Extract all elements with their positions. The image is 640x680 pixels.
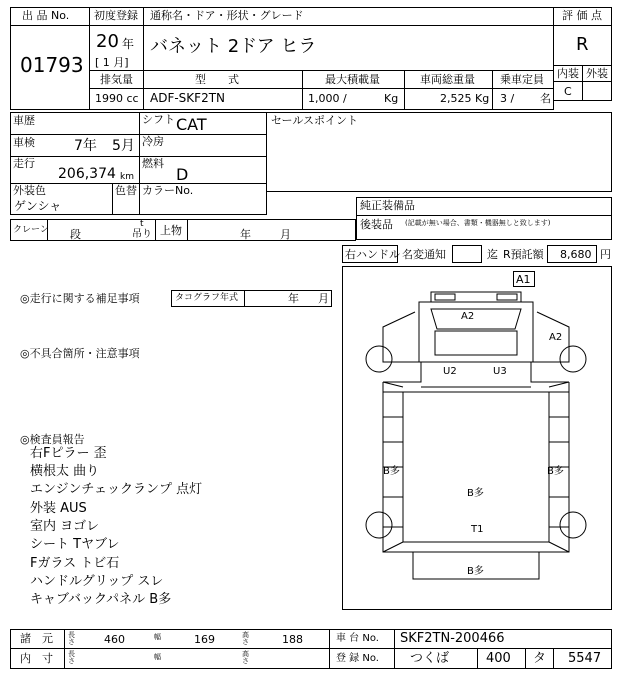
- rhd-label: 右ハンドル: [345, 248, 400, 261]
- inspector-line: キャブバックパネル B多: [30, 592, 172, 607]
- exterior-label: 外装: [586, 67, 608, 80]
- damage-mark: B多: [467, 488, 484, 499]
- crane-unit: 段: [70, 228, 81, 241]
- displacement-label: 排気量: [100, 73, 133, 86]
- height-value: 188: [282, 633, 303, 646]
- ac-label: 冷房: [142, 135, 164, 148]
- color-value: ゲンシャ: [14, 199, 62, 213]
- yen-label: 円: [600, 248, 611, 261]
- inspector-line: 外装 AUS: [30, 501, 87, 516]
- first-reg-month: [ 1 月]: [95, 56, 129, 69]
- inspector-line: 右Fピラー 歪: [30, 446, 107, 461]
- grade-label: 評 価 点: [562, 9, 602, 22]
- plate-area: つくば: [410, 651, 450, 666]
- length-value: 460: [104, 633, 125, 646]
- damage-mark: A2: [461, 311, 475, 322]
- shift-value: CAT: [176, 115, 207, 134]
- height-label: 高さ: [242, 631, 249, 646]
- name-change-box: [452, 245, 482, 263]
- color-no-label: カラーNo.: [142, 184, 194, 197]
- defect-label: ◎不具合箇所・注意事項: [20, 347, 140, 360]
- exterior-grade-cell: [582, 81, 612, 101]
- capacity-value: 3 /: [500, 92, 515, 105]
- tacho-label: タコグラフ年式: [175, 293, 239, 303]
- inspector-line: Fガラス トビ石: [30, 556, 120, 571]
- driving-notes-label: ◎走行に関する補足事項: [20, 292, 140, 305]
- spec-label-row: [89, 70, 554, 89]
- first-reg-year-unit: 年: [122, 37, 135, 51]
- damage-mark: B多: [467, 566, 484, 577]
- plate-kana: タ: [533, 651, 547, 666]
- capacity-label: 乗車定員: [500, 73, 544, 86]
- inspection-label: 車検: [13, 136, 35, 149]
- inner-length-label: 長さ: [68, 650, 75, 665]
- crane-row: [10, 219, 356, 241]
- damage-diagram: [342, 266, 612, 610]
- damage-mark: B多: [383, 466, 400, 477]
- lot-number: 01793: [20, 53, 84, 77]
- footer-table: [10, 629, 612, 669]
- damage-mark: A1: [516, 273, 531, 286]
- inner-height-label: 高さ: [242, 650, 249, 665]
- sales-point-label: セールスポイント: [271, 114, 359, 127]
- inspector-line: 室内 ヨゴレ: [30, 519, 100, 534]
- max-load-label: 最大積載量: [325, 73, 380, 86]
- crane-t: t: [140, 219, 144, 229]
- history-label: 車歴: [13, 114, 35, 127]
- damage-mark: A2: [549, 332, 563, 343]
- plate-label: 登 録 No.: [336, 653, 379, 664]
- deadline-label: 迄: [487, 248, 498, 261]
- displacement-value: 1990 cc: [95, 92, 139, 105]
- width-label: 幅: [154, 633, 161, 641]
- deck-label: 上物: [160, 224, 182, 237]
- fuel-label: 燃料: [142, 157, 164, 170]
- inspection-year: 7年: [74, 138, 97, 154]
- inspector-label: ◎検査員報告: [20, 433, 85, 446]
- width-value: 169: [194, 633, 215, 646]
- tacho-month: 月: [318, 292, 329, 305]
- gross-weight-value: 2,525 Kg: [440, 92, 490, 105]
- capacity-unit: 名: [540, 92, 551, 105]
- damage-mark: U2: [443, 366, 457, 377]
- inner-width-label: 幅: [154, 653, 161, 661]
- dims-label: 諸 元: [20, 632, 53, 645]
- aftermarket-note: (記載が無い場合、書類・機器無しと致します): [405, 219, 551, 227]
- model-label: 型 式: [195, 73, 239, 86]
- max-load-value: 1,000 /: [308, 92, 347, 105]
- damage-mark: T1: [471, 524, 484, 535]
- crane-label: クレーン: [13, 225, 49, 235]
- name-change-label: 名変通知: [402, 248, 446, 261]
- chassis-label: 車 台 No.: [336, 633, 379, 644]
- r-recycle-value: 8,680: [560, 248, 592, 261]
- chassis-value: SKF2TN-200466: [400, 631, 505, 646]
- aftermarket-label: 後装品: [360, 218, 393, 231]
- interior-grade: C: [564, 85, 572, 98]
- plate-class: 400: [486, 651, 511, 666]
- inspection-month: 5月: [112, 138, 135, 154]
- plate-number: 5547: [568, 651, 602, 666]
- inner-label: 内 寸: [20, 652, 53, 665]
- damage-mark: B多: [547, 466, 564, 477]
- color-change-label: 色替: [115, 184, 137, 197]
- inspector-line: ハンドルグリップ スレ: [30, 574, 164, 589]
- interior-label: 内装: [557, 67, 579, 80]
- model-value: ADF-SKF2TN: [150, 91, 226, 105]
- fuel-value: D: [176, 165, 189, 184]
- inspector-line: シート Tヤブレ: [30, 537, 120, 552]
- inspector-line: 横根太 曲り: [30, 464, 100, 479]
- shift-label: シフト: [142, 113, 175, 126]
- first-reg-label: 初度登録: [94, 9, 138, 22]
- name-label: 通称名・ドア・形状・グレード: [150, 9, 304, 22]
- max-load-unit: Kg: [384, 92, 399, 105]
- crane-hang: 吊り: [132, 229, 152, 240]
- deck-month: 月: [280, 228, 291, 241]
- first-reg-year: 20: [96, 31, 119, 52]
- grade-value: R: [576, 34, 589, 55]
- mileage-label: 走行: [13, 157, 35, 170]
- lot-label: 出 品 No.: [22, 9, 70, 22]
- tacho-year: 年: [288, 292, 299, 305]
- length-label: 長さ: [68, 631, 75, 646]
- inspector-line: エンジンチェックランプ 点灯: [30, 482, 203, 497]
- damage-mark: U3: [493, 366, 507, 377]
- mileage-value: 206,374: [58, 166, 116, 182]
- deck-year: 年: [240, 228, 251, 241]
- equip-label: 純正装備品: [360, 199, 415, 212]
- color-label: 外装色: [13, 184, 46, 197]
- r-recycle-label: R預託額: [503, 248, 544, 261]
- mileage-unit: km: [120, 172, 134, 182]
- truck-outline: [343, 267, 611, 609]
- gross-weight-label: 車両総重量: [420, 73, 475, 86]
- car-name: バネット 2ドア ヒラ: [150, 36, 317, 57]
